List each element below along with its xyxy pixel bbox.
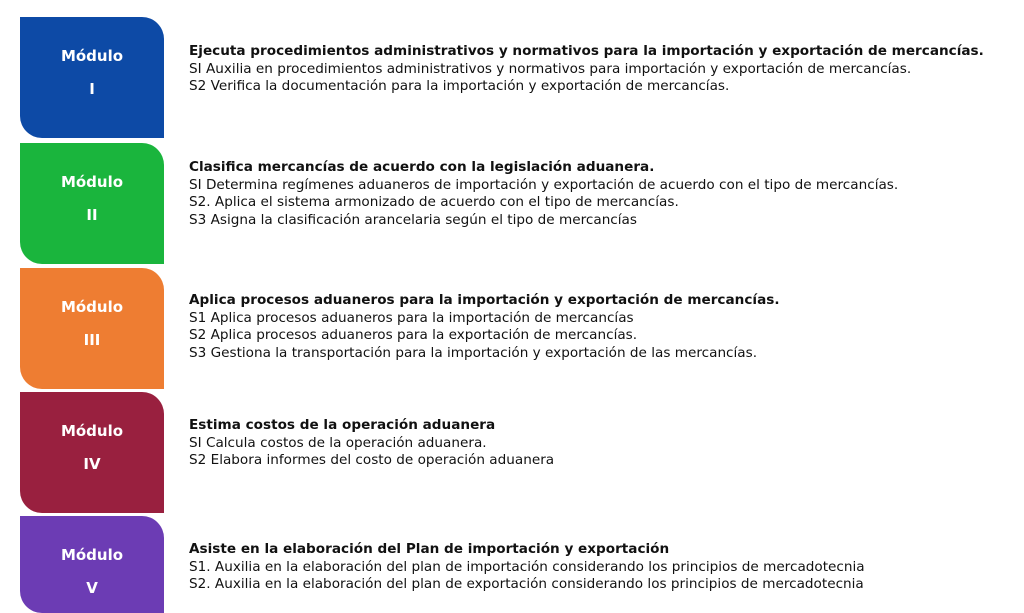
module-title: Clasifica mercancías de acuerdo con la legislación aduanera. — [189, 159, 655, 175]
module-badge — [20, 516, 164, 613]
submodule-line: SI Auxilia en procedimientos administrativos y normativos para importación y exportación de mercancías. — [189, 60, 912, 77]
module-title: Asiste en la elaboración del Plan de importación y exportación — [189, 541, 670, 557]
module-description — [189, 159, 1014, 229]
module-label: Módulo — [60, 173, 124, 191]
module-badge — [20, 17, 164, 138]
module-badge — [20, 143, 164, 264]
module-description — [189, 417, 1014, 470]
module-description — [189, 292, 1014, 362]
submodule-line: S2 Verifica la documentación para la importación y exportación de mercancías. — [189, 78, 730, 94]
module-number: III — [83, 331, 101, 349]
module-badge — [20, 392, 164, 513]
submodule-line: S3 Gestiona la transportación para la importación y exportación de las mercancías. — [189, 344, 758, 361]
submodule-line: S1. Auxilia en la elaboración del plan de importación considerando los principios de mercadotecnia — [189, 558, 865, 575]
module-label: Módulo — [60, 298, 124, 316]
submodule-line: SI Determina regímenes aduaneros de importación y exportación de acuerdo con el tipo de mercancías. — [189, 176, 899, 193]
submodule-line: S3 Asigna la clasificación arancelaria según el tipo de mercancías — [189, 211, 637, 228]
submodule-line: S2. Aplica el sistema armonizado de acuerdo con el tipo de mercancías. — [189, 194, 679, 210]
submodule-line: S2 Elabora informes del costo de operación aduanera — [189, 452, 555, 468]
submodule-line: S2 Aplica procesos aduaneros para la exportación de mercancías. — [189, 327, 638, 343]
submodule-line: S1 Aplica procesos aduaneros para la importación de mercancías — [189, 309, 634, 326]
submodule-line: SI Calcula costos de la operación aduanera. — [189, 434, 487, 451]
module-title: Estima costos de la operación aduanera — [189, 417, 496, 433]
module-number: V — [86, 579, 98, 597]
module-title: Aplica procesos aduaneros para la importación y exportación de mercancías. — [189, 292, 780, 308]
module-description — [189, 541, 1014, 594]
module-number: I — [89, 80, 95, 98]
module-title: Ejecuta procedimientos administrativos y normativos para la importación y exportación de mercancías. — [189, 43, 984, 59]
module-label: Módulo — [60, 47, 124, 65]
module-label: Módulo — [60, 546, 124, 564]
module-number: IV — [83, 455, 101, 473]
module-description — [189, 43, 1014, 96]
module-label: Módulo — [60, 422, 124, 440]
submodule-line: S2. Auxilia en la elaboración del plan de exportación considerando los principios de mercadotecnia — [189, 576, 864, 592]
module-badge — [20, 268, 164, 389]
module-number: II — [86, 206, 98, 224]
